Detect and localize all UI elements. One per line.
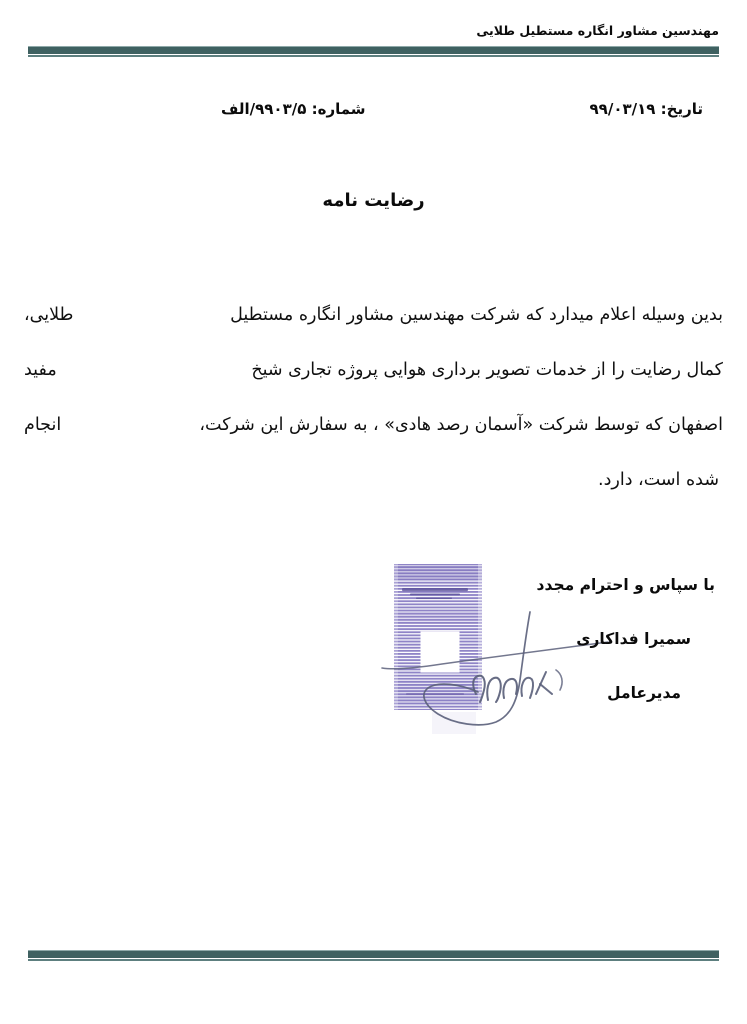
footer-divider-bar — [28, 950, 719, 958]
document-title: رضایت نامه — [322, 190, 425, 211]
body-line-2-head: کمال رضایت را از خدمات تصویر برداری هوایی پروژه تجاری شیخ — [251, 360, 723, 380]
body-line-2-tail: مفید — [24, 360, 57, 380]
body-line-1-head: بدین وسیله اعلام میدارد که شرکت مهندسین مشاور انگاره مستطیل — [230, 305, 723, 325]
body-line-2 — [24, 343, 723, 398]
letterhead-company-name: مهندسین مشاور انگاره مستطیل طلایی — [476, 23, 719, 38]
body-line-3-tail: انجام — [24, 415, 62, 435]
signatory-role: مدیرعامل — [607, 684, 681, 702]
signatory-name: سمیرا فداکاری — [576, 630, 691, 648]
body-line-4: شده است، دارد. — [598, 470, 719, 490]
header-divider-underbar — [28, 55, 719, 57]
body-line-1 — [24, 288, 723, 343]
letter-reference-number: شماره: ۹۹۰۳/۵/الف — [221, 100, 366, 118]
closing-salutation: با سپاس و احترام مجدد — [536, 576, 715, 594]
signature-block — [419, 558, 719, 720]
header-divider-bar — [28, 46, 719, 54]
body-line-3 — [24, 398, 723, 453]
body-line-3-head: اصفهان که توسط شرکت «آسمان رصد هادی» ، به سفارش این شرکت، — [199, 415, 723, 435]
letterhead — [28, 18, 719, 44]
footer-divider — [28, 950, 719, 962]
letter-date: تاریخ: ۹۹/۰۳/۱۹ — [589, 100, 703, 118]
header-divider — [28, 46, 719, 58]
letter-body — [24, 288, 723, 508]
letter-meta-row — [28, 95, 719, 123]
body-line-1-tail: طلایی، — [24, 305, 74, 325]
footer-divider-underbar — [28, 959, 719, 961]
